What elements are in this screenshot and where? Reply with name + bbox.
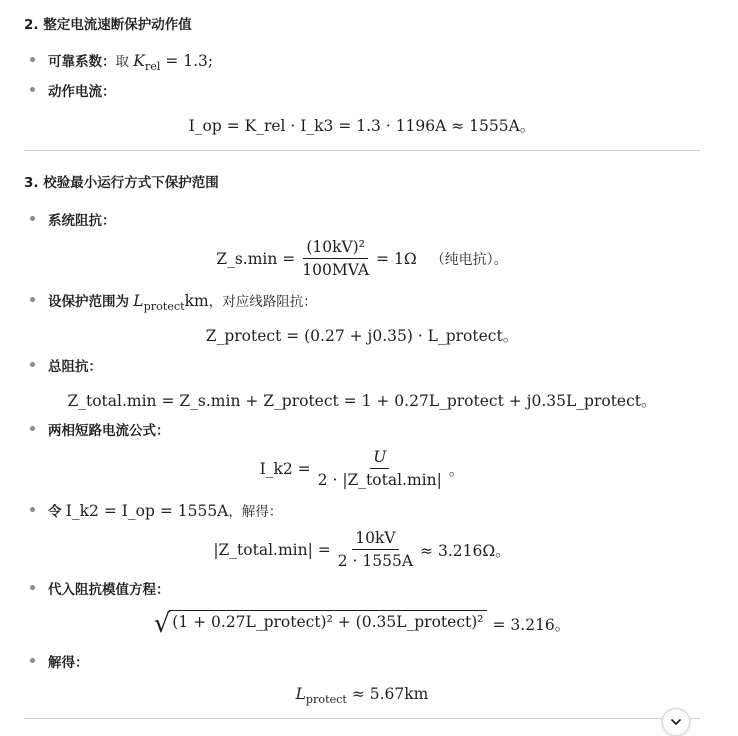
eq-lhs: |Z_total.min| = <box>213 540 331 559</box>
inline-math-krel: $K_{rel} = 1.3$; <box>133 52 214 73</box>
scroll-to-bottom-button[interactable] <box>662 708 690 736</box>
divider <box>24 718 700 719</box>
eq-lhs: I_k2 = <box>259 459 311 478</box>
bullet <box>30 57 35 62</box>
eq-lhs: Z_s.min = <box>216 249 296 268</box>
equation-sqrt <box>24 610 700 638</box>
item-label: 总阻抗： <box>48 359 102 375</box>
list-item-reliability-factor <box>48 50 213 73</box>
bullet <box>30 507 35 512</box>
item-label: 代入阻抗模值方程： <box>48 582 170 598</box>
equation-zs <box>24 238 700 279</box>
divider <box>24 150 700 151</box>
item-tail: ，解得： <box>228 504 283 520</box>
item-label: 设保护范围为 <box>48 294 129 310</box>
item-label: 系统阻抗： <box>48 213 116 229</box>
eq-tail: 。 <box>448 460 465 479</box>
list-item-system-impedance <box>48 209 116 229</box>
fraction: $\frac{10kV}{2 \cdot 1555A}$ <box>337 529 414 570</box>
eq-note: （纯电抗）。 <box>430 251 508 268</box>
list-item-two-phase-current <box>48 419 170 439</box>
item-label: 两相短路电流公式： <box>48 423 170 439</box>
list-item-substitute <box>48 578 170 598</box>
list-item-protection-range <box>48 290 317 313</box>
equation-zprotect <box>24 324 700 346</box>
bullet <box>30 658 35 663</box>
item-tail: ，对应线路阻抗： <box>208 294 317 310</box>
fraction: $\frac{\text{(10kV)²}}{\text{100MVA}}$ <box>302 238 370 279</box>
inline-math-lprotect: $L_{protect}km$ <box>133 292 209 313</box>
equation-text: $L_{protect} \approx 5.67km$ <box>295 685 429 706</box>
bullet <box>30 216 35 221</box>
list-item-total-impedance <box>48 355 102 375</box>
list-item-solution <box>48 651 89 671</box>
equation-text: I_op = K_rel · I_k3 = 1.3 · 1196A ≈ 1555A。 <box>188 117 536 135</box>
bullet <box>30 426 35 431</box>
item-label: 动作电流： <box>48 84 116 100</box>
item-label: 可靠系数： <box>48 54 116 70</box>
section-2-heading: 2. 整定电流速断保护动作值 <box>24 17 192 33</box>
item-label: 解得： <box>48 655 89 671</box>
equation-result <box>24 684 700 706</box>
bullet <box>30 87 35 92</box>
bullet <box>30 297 35 302</box>
equation-zabs <box>24 529 700 570</box>
eq-rhs: = 3.216。 <box>492 616 571 634</box>
equation-ztotal <box>24 389 700 411</box>
equation-text: Z_total.min = Z_s.min + Z_protect = 1 + 0.27L_protect + j0.35L_protect。 <box>67 392 657 410</box>
item-label: 令 <box>48 504 62 520</box>
list-item-let-ik2 <box>48 500 282 520</box>
item-text: 取 <box>115 54 129 70</box>
equation-text: Z_protect = (0.27 + j0.35) · L_protect。 <box>205 327 519 345</box>
sqrt-expression: √ (1 + 0.27L_protect)² + (0.35L_protect)² <box>154 610 487 638</box>
section-3-heading: 3. 校验最小运行方式下保护范围 <box>24 175 219 191</box>
bullet <box>30 362 35 367</box>
bullet <box>30 585 35 590</box>
equation-iop <box>24 114 700 136</box>
chevron-down-icon <box>669 715 683 729</box>
list-item-operating-current <box>48 80 116 100</box>
inline-math-ik2: I_k2 = I_op = 1555A <box>65 502 229 520</box>
fraction: $\frac{U}{\text{2 · |Z\_total.min|}}$ <box>317 448 442 489</box>
eq-rhs: ≈ 3.216Ω。 <box>420 541 511 560</box>
equation-ik2 <box>24 448 700 489</box>
eq-rhs: = 1Ω <box>376 249 417 268</box>
